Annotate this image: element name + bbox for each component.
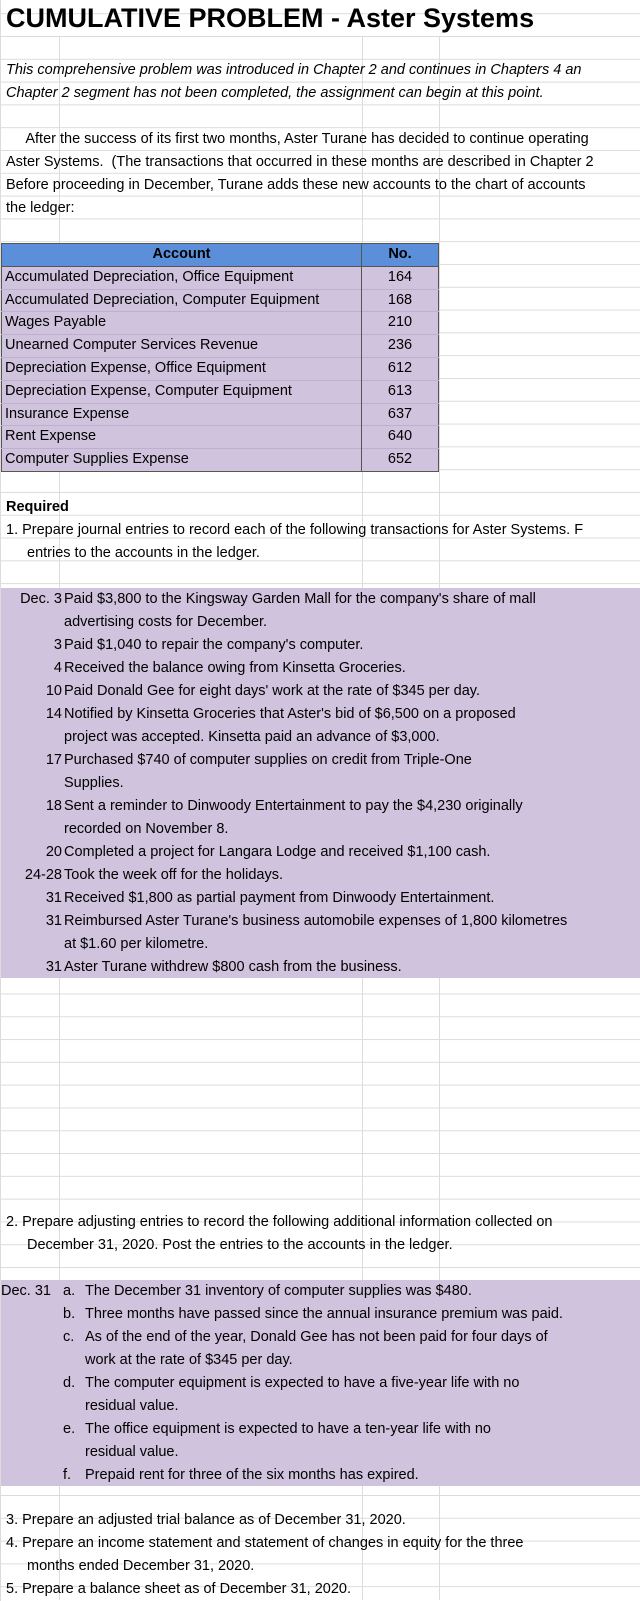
account-header: Account: [2, 244, 362, 267]
requirement-4-line-2: months ended December 31, 2020.: [27, 1558, 255, 1574]
accounts-table: [1, 243, 439, 472]
table-row: [2, 289, 439, 312]
transaction-date: 31: [45, 913, 62, 929]
account-number: 236: [362, 335, 439, 358]
adjust-text: The office equipment is expected to have a ten-year life with no: [85, 1421, 491, 1437]
transaction-text: Purchased $740 of computer supplies on credit from Triple-One: [64, 752, 472, 768]
account-number: 613: [362, 380, 439, 403]
account-name: Depreciation Expense, Computer Equipment: [2, 380, 362, 403]
paragraph-line-1: After the success of its first two months, Aster Turane has decided to continue operating: [6, 131, 589, 147]
transaction-date: 20: [45, 844, 62, 860]
required-label: Required: [6, 499, 69, 515]
adjust-text: Three months have passed since the annual insurance premium was paid.: [85, 1306, 563, 1322]
adjust-text: The December 31 inventory of computer supplies was $480.: [85, 1283, 472, 1299]
transaction-text: Took the week off for the holidays.: [64, 867, 283, 883]
table-row: [2, 266, 439, 289]
account-name: Unearned Computer Services Revenue: [2, 335, 362, 358]
table-row: [2, 380, 439, 403]
adjust-letter: f.: [63, 1467, 72, 1483]
adjustments-block: [1, 1280, 640, 1486]
transaction-text: Completed a project for Langara Lodge and received $1,100 cash.: [64, 844, 491, 860]
transaction-text: Paid $1,040 to repair the company's computer.: [64, 637, 364, 653]
transaction-text: Paid Donald Gee for eight days' work at the rate of $345 per day.: [64, 683, 480, 699]
table-row: [2, 335, 439, 358]
requirement-2-line-2: December 31, 2020. Post the entries to the accounts in the ledger.: [27, 1237, 453, 1253]
account-name: Insurance Expense: [2, 403, 362, 426]
transaction-date: 31: [45, 890, 62, 906]
account-name: Rent Expense: [2, 426, 362, 449]
transaction-text: Paid $3,800 to the Kingsway Garden Mall for the company's share of mall: [64, 591, 536, 607]
table-row: [2, 403, 439, 426]
account-number: 210: [362, 312, 439, 335]
transaction-date: 14: [45, 706, 62, 722]
transaction-text: Reimbursed Aster Turane's business automobile expenses of 1,800 kilometres: [64, 913, 568, 929]
adjust-text: As of the end of the year, Donald Gee has not been paid for four days of: [85, 1329, 548, 1345]
account-name: Computer Supplies Expense: [2, 449, 362, 472]
transaction-text: recorded on November 8.: [64, 821, 229, 837]
paragraph-line-2: Aster Systems. (The transactions that occurred in these months are described in Chapter 2: [6, 154, 594, 170]
adjust-letter: a.: [63, 1283, 76, 1299]
adjust-letter: b.: [63, 1306, 76, 1322]
account-name: Accumulated Depreciation, Office Equipment: [2, 266, 362, 289]
adjust-text: The computer equipment is expected to have a five-year life with no: [85, 1375, 520, 1391]
adjust-letter: e.: [63, 1421, 76, 1437]
account-name: Accumulated Depreciation, Computer Equipment: [2, 289, 362, 312]
transaction-text: at $1.60 per kilometre.: [64, 936, 209, 952]
transaction-text: advertising costs for December.: [64, 614, 268, 630]
account-number: 164: [362, 266, 439, 289]
account-number: 640: [362, 426, 439, 449]
account-name: Depreciation Expense, Office Equipment: [2, 357, 362, 380]
requirement-5: 5. Prepare a balance sheet as of December 31, 2020.: [6, 1581, 351, 1597]
adjust-date: Dec. 31: [1, 1283, 51, 1299]
requirement-2-line-1: 2. Prepare adjusting entries to record the following additional information collected on: [6, 1214, 553, 1230]
requirement-1-line-2: entries to the accounts in the ledger.: [27, 545, 260, 561]
adjust-text: residual value.: [85, 1398, 179, 1414]
transaction-text: project was accepted. Kinsetta paid an advance of $3,000.: [64, 729, 440, 745]
paragraph-line-4: the ledger:: [6, 200, 75, 216]
adjust-text: work at the rate of $345 per day.: [85, 1352, 293, 1368]
transaction-date: 3: [53, 637, 62, 653]
table-row: [2, 312, 439, 335]
transaction-text: Aster Turane withdrew $800 cash from the business.: [64, 959, 402, 975]
number-header: No.: [362, 244, 439, 267]
transaction-date: Dec. 3: [20, 591, 62, 607]
transaction-text: Received the balance owing from Kinsetta Groceries.: [64, 660, 406, 676]
account-number: 168: [362, 289, 439, 312]
table-row: [2, 426, 439, 449]
adjust-text: Prepaid rent for three of the six months has expired.: [85, 1467, 419, 1483]
adjust-text: residual value.: [85, 1444, 179, 1460]
requirement-3: 3. Prepare an adjusted trial balance as of December 31, 2020.: [6, 1512, 406, 1528]
transaction-date: 24-28: [24, 867, 62, 883]
table-row: [2, 357, 439, 380]
paragraph-line-3: Before proceeding in December, Turane adds these new accounts to the chart of accounts: [6, 177, 586, 193]
adjust-letter: d.: [63, 1375, 76, 1391]
transaction-date: 4: [53, 660, 62, 676]
account-name: Wages Payable: [2, 312, 362, 335]
account-number: 652: [362, 449, 439, 472]
transactions-block: [1, 588, 640, 978]
transaction-text: Sent a reminder to Dinwoody Entertainment to pay the $4,230 originally: [64, 798, 523, 814]
adjust-letter: c.: [63, 1329, 75, 1345]
transaction-date: 17: [45, 752, 62, 768]
page-title: CUMULATIVE PROBLEM - Aster Systems: [6, 3, 535, 33]
intro-line-2: Chapter 2 segment has not been completed, the assignment can begin at this point.: [6, 85, 544, 101]
transaction-text: Received $1,800 as partial payment from Dinwoody Entertainment.: [64, 890, 495, 906]
account-number: 637: [362, 403, 439, 426]
transaction-text: Notified by Kinsetta Groceries that Aster's bid of $6,500 on a proposed: [64, 706, 516, 722]
transaction-text: Supplies.: [64, 775, 124, 791]
transaction-date: 10: [45, 683, 62, 699]
intro-line-1: This comprehensive problem was introduced in Chapter 2 and continues in Chapters 4 an: [6, 62, 582, 78]
transaction-date: 31: [45, 959, 62, 975]
account-number: 612: [362, 357, 439, 380]
transaction-date: 18: [45, 798, 62, 814]
table-row: [2, 449, 439, 472]
requirement-4-line-1: 4. Prepare an income statement and statement of changes in equity for the three: [6, 1535, 524, 1551]
requirement-1-line-1: 1. Prepare journal entries to record each of the following transactions for Aster Systems. F: [6, 522, 584, 538]
